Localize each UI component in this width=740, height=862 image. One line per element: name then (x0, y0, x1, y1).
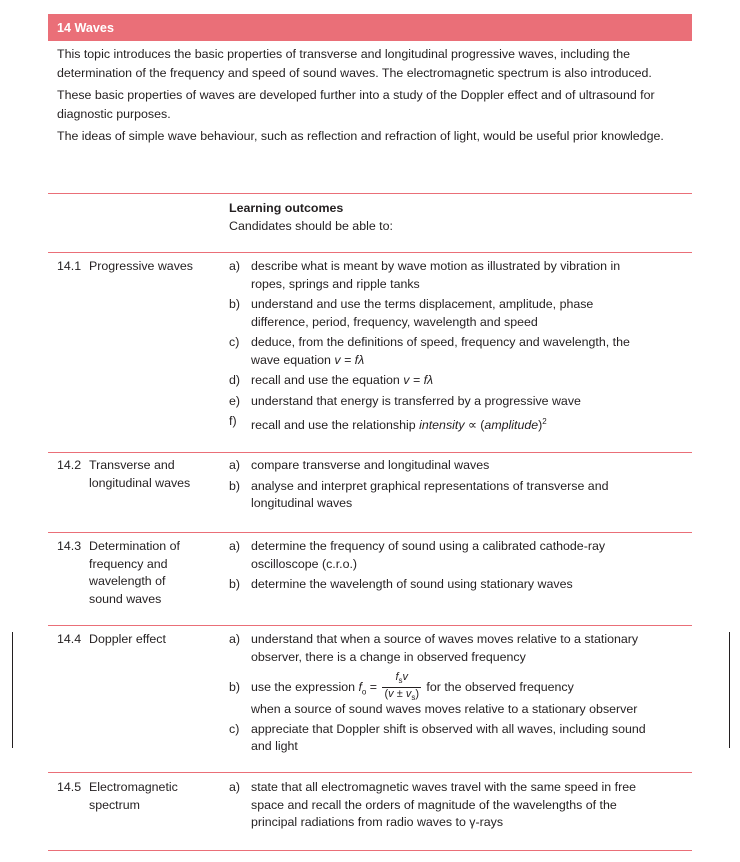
divider (48, 625, 692, 626)
topic-title-line: spectrum (89, 797, 140, 812)
outcome-item (229, 393, 684, 411)
outcome-letter: a) (229, 458, 241, 472)
subscript: s (411, 693, 416, 703)
outcome-list (229, 258, 684, 438)
topic-title (89, 631, 239, 649)
outcome-item (229, 296, 684, 331)
intro-paragraph: This topic introduces the basic properties of transverse and longitudinal progressive waves, including the determination of the frequency and speed of sound waves. The electromagnetic spectrum is also introduced. (57, 47, 652, 80)
topic-number: 14.3 (57, 539, 82, 553)
outcome-line: deduce, from the definitions of speed, frequency and wavelength, the (251, 335, 630, 349)
outcome-line: when a source of sound waves moves relative to a stationary observer (251, 702, 638, 716)
divider (48, 193, 692, 194)
topic-number: 14.4 (57, 632, 82, 646)
outcome-line: understand that energy is transferred by a progressive wave (251, 393, 581, 408)
topic-number: 14.5 (57, 780, 82, 794)
divider (48, 532, 692, 533)
margin-bar-left (12, 632, 13, 748)
outcome-line: longitudinal waves (251, 496, 353, 510)
outcome-line: principal radiations from radio waves to γ-rays (251, 815, 504, 829)
learning-outcomes-title: Learning outcomes (229, 201, 344, 215)
outcome-item (229, 258, 684, 293)
topic-number: 14.2 (57, 458, 82, 472)
outcome-line: state that all electromagnetic waves travel with the same speed in free (251, 780, 636, 794)
outcome-item (229, 413, 684, 435)
topic-title-line: Progressive waves (89, 259, 193, 273)
outcome-line (251, 352, 684, 370)
section-title: 14 Waves (57, 21, 114, 35)
outcome-line (251, 413, 684, 435)
outcome-letter: f) (229, 414, 237, 428)
wave-speed-symbol: v (402, 671, 409, 683)
topic-title (89, 457, 239, 492)
outcome-list (229, 779, 684, 835)
outcome-letter: c) (229, 721, 240, 736)
outcome-letter: b) (229, 297, 241, 311)
outcome-line: describe what is meant by wave motion as illustrated by vibration in (251, 259, 621, 273)
subscript: s (398, 676, 403, 686)
section-header (48, 14, 692, 41)
exponent: 2 (542, 417, 547, 426)
subscript: o (361, 687, 367, 697)
bracket-close: ) (538, 418, 543, 433)
outcome-line: space and recall the orders of magnitude of the wavelengths of the (251, 797, 617, 812)
outcome-letter: a) (229, 780, 241, 794)
outcome-item (229, 669, 684, 719)
outcome-text: recall and use the relationship (251, 418, 420, 433)
outcome-line: understand and use the terms displacement, amplitude, phase (251, 297, 594, 311)
outcome-line: determine the frequency of sound using a calibrated cathode-ray (251, 539, 606, 553)
outcome-item (229, 457, 684, 475)
outcome-line: determine the wavelength of sound using stationary waves (251, 577, 573, 591)
outcome-letter: d) (229, 373, 241, 387)
outcome-list (229, 457, 684, 516)
wave-equation: v = fλ (403, 373, 434, 387)
outcome-line: oscilloscope (c.r.o.) (251, 556, 358, 571)
outcome-item (229, 576, 684, 594)
topic-title-line: sound waves (89, 591, 162, 606)
plus-minus-sign: ± (393, 688, 406, 701)
topic-title-line: Transverse and (89, 458, 175, 472)
source-speed-symbol: v (405, 688, 412, 701)
proportional-symbol: ∝ ( (464, 418, 485, 433)
outcome-item (229, 538, 684, 573)
topic-title-line: frequency and (89, 556, 168, 571)
outcome-line: difference, period, frequency, wavelength and speed (251, 314, 538, 329)
outcome-letter: a) (229, 632, 241, 646)
bracket-close: ) (415, 688, 419, 701)
wave-equation: v = fλ (334, 352, 365, 367)
source-frequency-symbol: f (395, 671, 399, 683)
outcome-letter: e) (229, 393, 241, 408)
outcome-line (251, 669, 684, 701)
outcome-item (229, 779, 684, 832)
intro-paragraph: The ideas of simple wave behaviour, such as reflection and refraction of light, would be useful prior knowledge. (57, 129, 664, 143)
topic-title-line: Doppler effect (89, 632, 166, 646)
equals-sign: = (366, 679, 381, 694)
topic-title (89, 538, 239, 608)
outcome-line: understand that when a source of waves moves relative to a stationary (251, 632, 639, 646)
margin-bar-right (729, 632, 730, 748)
intensity-term: intensity (419, 418, 465, 433)
outcome-line: and light (251, 739, 298, 753)
topic-title-line: Determination of (89, 539, 180, 553)
outcome-line: appreciate that Doppler shift is observed with all waves, including sound (251, 721, 646, 736)
learning-outcomes-subtitle: Candidates should be able to: (229, 219, 393, 233)
topic-title (89, 258, 239, 276)
outcome-line: compare transverse and longitudinal waves (251, 458, 490, 472)
topic-title-line: Electromagnetic (89, 780, 178, 794)
doppler-fraction (382, 671, 421, 704)
topic-number: 14.1 (57, 259, 82, 273)
divider (48, 252, 692, 253)
outcome-letter: b) (229, 680, 241, 694)
bracket-open: ( (384, 688, 389, 701)
outcome-text: for the observed frequency (422, 679, 574, 694)
observed-frequency-symbol: f (358, 679, 362, 694)
outcome-text: recall and use the equation (251, 373, 404, 387)
outcome-line: ropes, springs and ripple tanks (251, 276, 420, 291)
divider (48, 850, 692, 851)
outcome-line: observer, there is a change in observed frequency (251, 649, 526, 664)
outcome-item (229, 372, 684, 390)
topic-title-line: wavelength of (89, 574, 166, 588)
outcome-item (229, 721, 684, 756)
intro-paragraph: These basic properties of waves are developed further into a study of the Doppler effect and of ultrasound for diagnostic purposes. (57, 88, 655, 121)
divider (48, 772, 692, 773)
outcome-item (229, 334, 684, 369)
outcome-letter: a) (229, 259, 241, 273)
outcome-text: wave equation (251, 352, 335, 367)
outcome-item (229, 631, 684, 666)
amplitude-term: amplitude (484, 418, 539, 433)
outcome-letter: b) (229, 577, 241, 591)
topic-title-line: longitudinal waves (89, 475, 191, 490)
intro-text (57, 45, 687, 150)
outcome-letter: c) (229, 335, 240, 349)
fraction-numerator (382, 671, 421, 688)
outcome-line: analyse and interpret graphical representations of transverse and (251, 478, 609, 493)
learning-outcomes-heading (229, 199, 393, 235)
outcome-letter: b) (229, 478, 241, 493)
outcome-line (251, 372, 684, 390)
outcome-list (229, 631, 684, 759)
outcome-letter: a) (229, 539, 241, 553)
divider (48, 452, 692, 453)
outcome-item (229, 478, 684, 513)
outcome-list (229, 538, 684, 597)
outcome-text: use the expression (251, 679, 359, 694)
wave-speed-symbol: v (388, 688, 394, 701)
topic-title (89, 779, 239, 814)
